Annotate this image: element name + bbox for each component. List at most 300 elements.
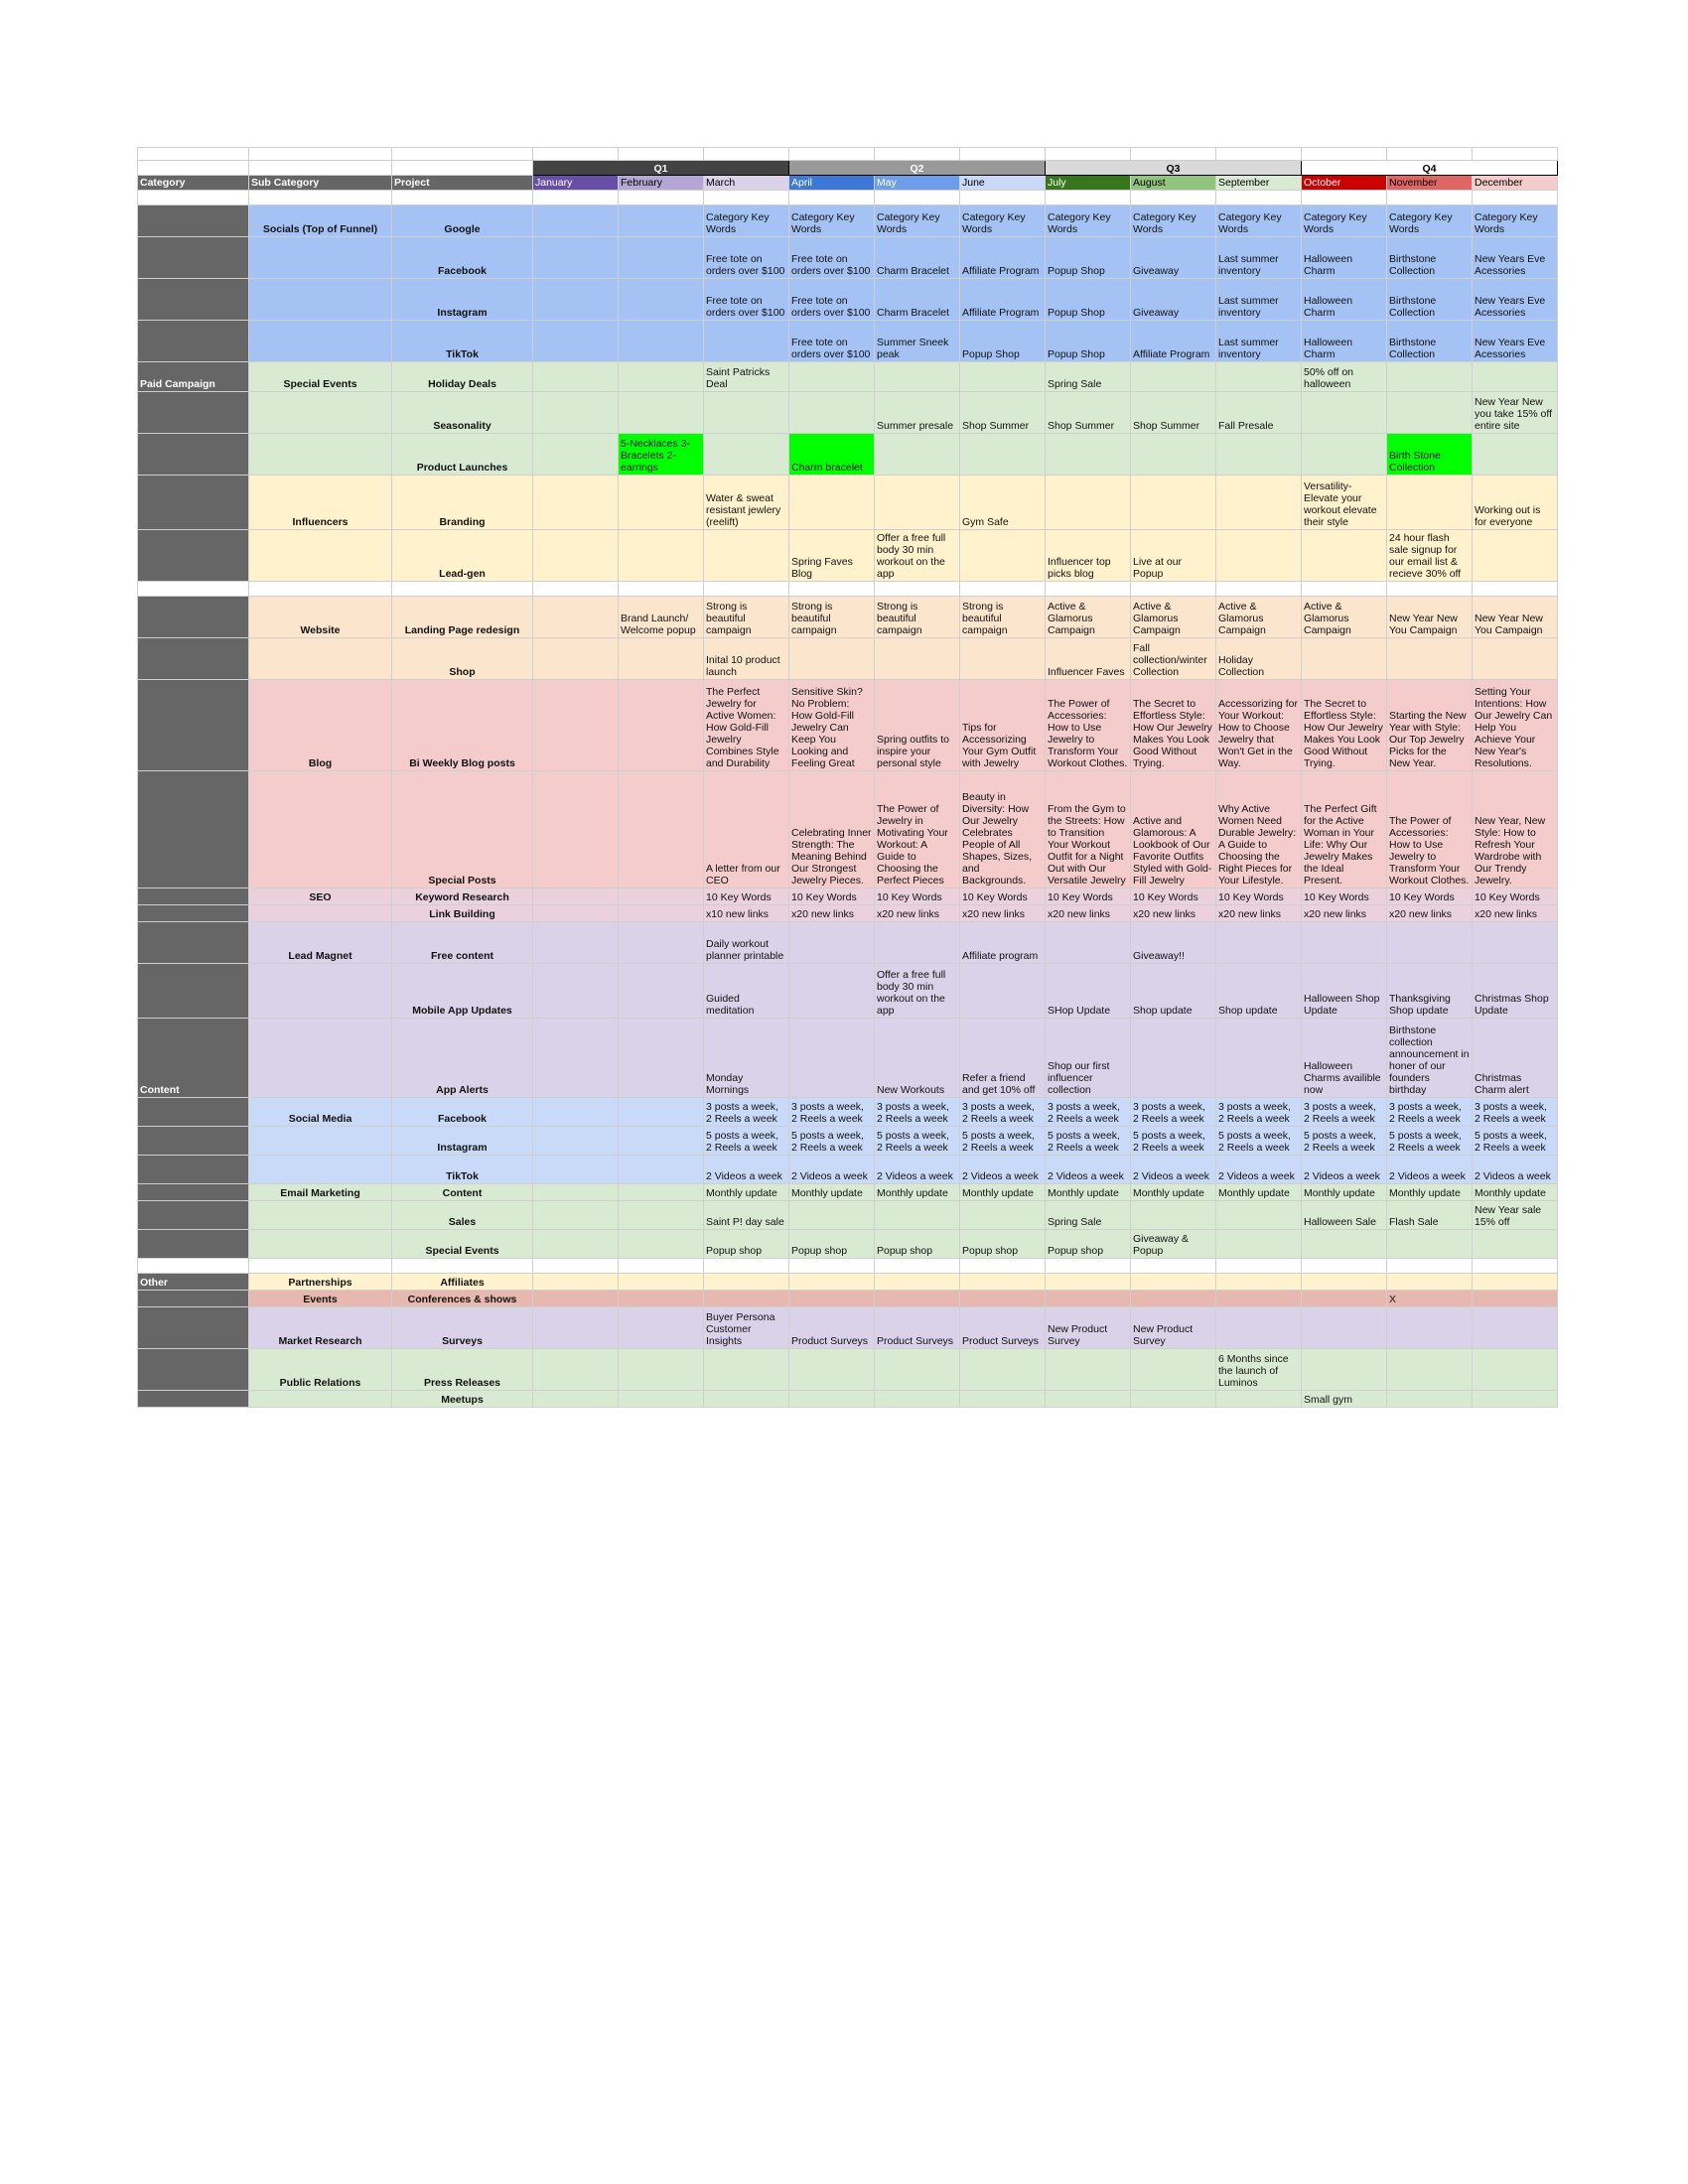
month-cell-december[interactable] [1473,1307,1558,1349]
cell[interactable] [392,191,533,205]
month-cell-august[interactable]: 3 posts a week, 2 Reels a week [1131,1098,1216,1127]
month-cell-february[interactable] [619,530,704,582]
month-cell-august[interactable]: Giveaway [1131,279,1216,321]
cell[interactable] [392,1259,533,1274]
month-cell-february[interactable] [619,392,704,434]
month-cell-december[interactable] [1473,1391,1558,1408]
project-cell[interactable]: Holiday Deals [392,362,533,392]
project-cell[interactable]: Product Launches [392,434,533,476]
month-cell-july[interactable]: Category Key Words [1046,205,1131,237]
cell[interactable] [619,582,704,597]
cell[interactable] [1302,191,1387,205]
month-cell-november[interactable]: The Power of Accessories: How to Use Jewelry to Transform Your Workout Clothes. [1387,771,1473,888]
cell[interactable] [249,148,392,161]
project-cell[interactable]: Special Events [392,1230,533,1259]
month-cell-march[interactable] [704,1274,789,1291]
month-cell-november[interactable]: Category Key Words [1387,205,1473,237]
project-cell[interactable]: Meetups [392,1391,533,1408]
month-cell-october[interactable]: Halloween Charm [1302,321,1387,362]
month-cell-april[interactable] [789,1391,875,1408]
cell[interactable] [1473,148,1558,161]
month-cell-march[interactable] [704,1349,789,1391]
category-cell[interactable] [138,476,249,530]
month-cell-november[interactable]: Thanksgiving Shop update [1387,964,1473,1019]
month-cell-july[interactable]: Popup shop [1046,1230,1131,1259]
month-cell-march[interactable]: Free tote on orders over $100 [704,279,789,321]
month-cell-december[interactable] [1473,1230,1558,1259]
month-cell-march[interactable]: Free tote on orders over $100 [704,237,789,279]
cell[interactable] [1302,1259,1387,1274]
project-cell[interactable]: TikTok [392,321,533,362]
month-cell-october[interactable]: 2 Videos a week [1302,1156,1387,1184]
cell[interactable] [138,148,249,161]
month-cell-october[interactable] [1302,1349,1387,1391]
category-cell[interactable] [138,1291,249,1307]
month-cell-august[interactable]: Fall collection/winter Collection [1131,638,1216,680]
month-cell-april[interactable] [789,362,875,392]
month-cell-april[interactable] [789,1274,875,1291]
project-cell[interactable]: Link Building [392,905,533,922]
cell[interactable] [533,582,619,597]
cell[interactable] [619,148,704,161]
month-cell-september[interactable] [1216,362,1302,392]
cell[interactable] [392,148,533,161]
month-cell-february[interactable] [619,888,704,905]
month-cell-march[interactable]: Inital 10 product launch [704,638,789,680]
month-cell-september[interactable]: Shop update [1216,964,1302,1019]
month-cell-april[interactable]: Free tote on orders over $100 [789,237,875,279]
month-cell-january[interactable] [533,237,619,279]
month-cell-june[interactable] [960,1291,1046,1307]
cell[interactable] [1387,148,1473,161]
month-cell-july[interactable]: Shop our first influencer collection [1046,1019,1131,1098]
month-cell-september[interactable]: Last summer inventory [1216,237,1302,279]
cell[interactable] [1046,191,1131,205]
month-cell-july[interactable]: From the Gym to the Streets: How to Transition Your Workout Outfit for a Night Out with Our Versatile Jewelry [1046,771,1131,888]
month-cell-september[interactable]: Last summer inventory [1216,279,1302,321]
month-cell-may[interactable]: Strong is beautiful campaign [875,597,960,638]
month-cell-december[interactable] [1473,530,1558,582]
header-project[interactable]: Project [392,176,533,191]
month-header-may[interactable]: May [875,176,960,191]
month-cell-april[interactable]: Free tote on orders over $100 [789,279,875,321]
month-cell-october[interactable] [1302,1274,1387,1291]
month-cell-november[interactable]: Birthstone Collection [1387,279,1473,321]
month-cell-october[interactable]: 3 posts a week, 2 Reels a week [1302,1098,1387,1127]
month-cell-january[interactable] [533,1391,619,1408]
cell[interactable] [1131,582,1216,597]
month-cell-may[interactable]: Category Key Words [875,205,960,237]
month-cell-december[interactable]: 10 Key Words [1473,888,1558,905]
month-cell-november[interactable]: Birthstone Collection [1387,237,1473,279]
sub-category-cell[interactable] [249,1201,392,1230]
month-cell-february[interactable] [619,1230,704,1259]
project-cell[interactable]: Surveys [392,1307,533,1349]
month-cell-december[interactable]: New Years Eve Acessories [1473,237,1558,279]
month-cell-march[interactable] [704,1391,789,1408]
month-cell-february[interactable] [619,321,704,362]
month-cell-april[interactable] [789,964,875,1019]
month-cell-may[interactable]: Charm Bracelet [875,279,960,321]
month-cell-december[interactable] [1473,922,1558,964]
month-header-march[interactable]: March [704,176,789,191]
month-cell-november[interactable] [1387,1230,1473,1259]
month-cell-september[interactable]: Fall Presale [1216,392,1302,434]
month-cell-october[interactable]: Monthly update [1302,1184,1387,1201]
month-cell-february[interactable] [619,1019,704,1098]
month-cell-february[interactable] [619,905,704,922]
cell[interactable] [1216,148,1302,161]
cell[interactable] [619,1259,704,1274]
month-cell-june[interactable] [960,434,1046,476]
month-cell-october[interactable]: Versatility- Elevate your workout elevate their style [1302,476,1387,530]
category-cell[interactable] [138,1391,249,1408]
month-cell-april[interactable]: 2 Videos a week [789,1156,875,1184]
month-header-november[interactable]: November [1387,176,1473,191]
month-cell-april[interactable]: Sensitive Skin? No Problem: How Gold-Fill Jewelry Can Keep You Looking and Feeling Great [789,680,875,771]
month-cell-february[interactable] [619,1391,704,1408]
month-cell-march[interactable]: Water & sweat resistant jewlery (reelift) [704,476,789,530]
month-cell-february[interactable] [619,1127,704,1156]
month-cell-august[interactable]: 2 Videos a week [1131,1156,1216,1184]
month-cell-september[interactable]: Accessorizing for Your Workout: How to Choose Jewelry that Won't Get in the Way. [1216,680,1302,771]
month-cell-september[interactable] [1216,1201,1302,1230]
month-cell-february[interactable] [619,237,704,279]
month-cell-march[interactable]: Daily workout planner printable [704,922,789,964]
month-cell-december[interactable]: New Years Eve Acessories [1473,321,1558,362]
month-cell-october[interactable]: Halloween Shop Update [1302,964,1387,1019]
category-cell[interactable] [138,434,249,476]
month-cell-february[interactable] [619,279,704,321]
month-cell-may[interactable] [875,476,960,530]
month-cell-september[interactable]: 2 Videos a week [1216,1156,1302,1184]
month-cell-july[interactable] [1046,1349,1131,1391]
header-category[interactable]: Category [138,176,249,191]
month-cell-may[interactable]: New Workouts [875,1019,960,1098]
month-cell-june[interactable] [960,1274,1046,1291]
month-cell-november[interactable] [1387,362,1473,392]
sub-category-cell[interactable] [249,771,392,888]
month-cell-march[interactable] [704,434,789,476]
month-cell-november[interactable]: Birthstone collection announcement in honer of our founders birthday [1387,1019,1473,1098]
month-cell-september[interactable]: Last summer inventory [1216,321,1302,362]
month-cell-june[interactable]: Monthly update [960,1184,1046,1201]
month-cell-september[interactable]: 10 Key Words [1216,888,1302,905]
month-cell-january[interactable] [533,964,619,1019]
month-cell-july[interactable]: Monthly update [1046,1184,1131,1201]
month-cell-april[interactable] [789,638,875,680]
cell[interactable] [138,582,249,597]
month-cell-november[interactable]: X [1387,1291,1473,1307]
month-cell-december[interactable]: New Year, New Style: How to Refresh Your Wardrobe with Our Trendy Jewelry. [1473,771,1558,888]
month-cell-march[interactable]: Popup shop [704,1230,789,1259]
month-cell-april[interactable]: Free tote on orders over $100 [789,321,875,362]
sub-category-cell[interactable] [249,1230,392,1259]
month-cell-june[interactable] [960,362,1046,392]
month-cell-march[interactable]: 2 Videos a week [704,1156,789,1184]
category-cell[interactable] [138,638,249,680]
month-cell-march[interactable]: Monday Mornings [704,1019,789,1098]
cell[interactable] [875,1259,960,1274]
cell[interactable] [392,161,533,176]
month-cell-march[interactable]: Saint P! day sale [704,1201,789,1230]
sub-category-cell[interactable]: Public Relations [249,1349,392,1391]
month-cell-december[interactable]: Working out is for everyone [1473,476,1558,530]
month-cell-march[interactable]: A letter from our CEO [704,771,789,888]
cell[interactable] [1216,191,1302,205]
month-cell-january[interactable] [533,321,619,362]
month-cell-june[interactable]: Gym Safe [960,476,1046,530]
project-cell[interactable]: Instagram [392,1127,533,1156]
project-cell[interactable]: Keyword Research [392,888,533,905]
month-cell-may[interactable] [875,1291,960,1307]
month-cell-july[interactable]: Influencer top picks blog [1046,530,1131,582]
cell[interactable] [704,148,789,161]
month-cell-august[interactable]: Active and Glamorous: A Lookbook of Our Favorite Outfits Styled with Gold-Fill Jewelry [1131,771,1216,888]
category-cell[interactable] [138,905,249,922]
month-cell-september[interactable] [1216,1274,1302,1291]
cell[interactable] [875,582,960,597]
project-cell[interactable]: Facebook [392,237,533,279]
month-cell-november[interactable] [1387,922,1473,964]
month-cell-july[interactable]: Popup Shop [1046,237,1131,279]
month-cell-april[interactable]: Product Surveys [789,1307,875,1349]
sub-category-cell[interactable] [249,237,392,279]
month-cell-june[interactable] [960,1201,1046,1230]
month-cell-may[interactable] [875,362,960,392]
month-cell-august[interactable]: Category Key Words [1131,205,1216,237]
month-cell-april[interactable]: Popup shop [789,1230,875,1259]
month-cell-january[interactable] [533,638,619,680]
quarter-header-q4[interactable]: Q4 [1302,161,1558,176]
project-cell[interactable]: Conferences & shows [392,1291,533,1307]
month-cell-july[interactable] [1046,1291,1131,1307]
month-cell-january[interactable] [533,362,619,392]
quarter-header-q2[interactable]: Q2 [789,161,1046,176]
month-cell-may[interactable]: Product Surveys [875,1307,960,1349]
month-cell-may[interactable]: Spring outfits to inspire your personal style [875,680,960,771]
project-cell[interactable]: Content [392,1184,533,1201]
category-cell[interactable] [138,922,249,964]
category-cell[interactable] [138,680,249,771]
month-cell-february[interactable] [619,205,704,237]
project-cell[interactable]: Landing Page redesign [392,597,533,638]
month-cell-february[interactable] [619,1274,704,1291]
category-cell[interactable]: Paid Campaign [138,362,249,392]
month-cell-january[interactable] [533,1230,619,1259]
month-cell-august[interactable]: x20 new links [1131,905,1216,922]
month-header-july[interactable]: July [1046,176,1131,191]
month-cell-july[interactable]: 2 Videos a week [1046,1156,1131,1184]
month-cell-november[interactable]: Starting the New Year with Style: Our Top Jewelry Picks for the New Year. [1387,680,1473,771]
month-cell-may[interactable]: Summer presale [875,392,960,434]
month-cell-may[interactable]: Offer a free full body 30 min workout on the app [875,530,960,582]
sub-category-cell[interactable]: Special Events [249,362,392,392]
month-cell-december[interactable]: 3 posts a week, 2 Reels a week [1473,1098,1558,1127]
month-cell-december[interactable] [1473,1274,1558,1291]
month-cell-august[interactable]: Shop update [1131,964,1216,1019]
month-cell-march[interactable]: Strong is beautiful campaign [704,597,789,638]
month-cell-january[interactable] [533,1019,619,1098]
month-cell-august[interactable]: The Secret to Effortless Style: How Our Jewelry Makes You Look Good Without Trying. [1131,680,1216,771]
cell[interactable] [789,582,875,597]
sub-category-cell[interactable]: Website [249,597,392,638]
month-header-january[interactable]: January [533,176,619,191]
month-cell-december[interactable] [1473,362,1558,392]
month-cell-august[interactable] [1131,362,1216,392]
month-cell-november[interactable]: 5 posts a week, 2 Reels a week [1387,1127,1473,1156]
month-cell-june[interactable] [960,1391,1046,1408]
month-cell-may[interactable]: 3 posts a week, 2 Reels a week [875,1098,960,1127]
month-cell-november[interactable] [1387,392,1473,434]
month-cell-november[interactable]: Monthly update [1387,1184,1473,1201]
month-cell-august[interactable]: Live at our Popup [1131,530,1216,582]
month-cell-december[interactable]: New Year New you take 15% off entire site [1473,392,1558,434]
month-cell-february[interactable] [619,680,704,771]
month-cell-july[interactable]: 10 Key Words [1046,888,1131,905]
sub-category-cell[interactable] [249,392,392,434]
cell[interactable] [533,191,619,205]
month-cell-july[interactable]: The Power of Accessories: How to Use Jewelry to Transform Your Workout Clothes. [1046,680,1131,771]
month-cell-june[interactable]: Refer a friend and get 10% off [960,1019,1046,1098]
month-cell-february[interactable] [619,1098,704,1127]
month-cell-january[interactable] [533,1307,619,1349]
month-cell-september[interactable]: Why Active Women Need Durable Jewelry: A Guide to Choosing the Right Pieces for Your Lifestyle. [1216,771,1302,888]
category-cell[interactable] [138,279,249,321]
cell[interactable] [789,191,875,205]
month-cell-october[interactable] [1302,922,1387,964]
month-cell-june[interactable]: 5 posts a week, 2 Reels a week [960,1127,1046,1156]
month-cell-july[interactable] [1046,476,1131,530]
month-cell-october[interactable]: Active & Glamorus Campaign [1302,597,1387,638]
sub-category-cell[interactable] [249,905,392,922]
month-cell-august[interactable]: Giveaway!! [1131,922,1216,964]
month-cell-june[interactable]: x20 new links [960,905,1046,922]
month-cell-july[interactable]: Shop Summer [1046,392,1131,434]
sub-category-cell[interactable]: Market Research [249,1307,392,1349]
month-cell-august[interactable] [1131,476,1216,530]
month-cell-june[interactable]: Affiliate Program [960,279,1046,321]
month-cell-january[interactable] [533,680,619,771]
month-cell-january[interactable] [533,205,619,237]
month-cell-may[interactable] [875,1274,960,1291]
month-cell-september[interactable]: 6 Months since the launch of Luminos [1216,1349,1302,1391]
category-cell[interactable] [138,888,249,905]
month-cell-july[interactable]: Active & Glamorus Campaign [1046,597,1131,638]
project-cell[interactable]: Sales [392,1201,533,1230]
month-cell-march[interactable]: Category Key Words [704,205,789,237]
cell[interactable] [875,148,960,161]
month-cell-october[interactable]: Small gym [1302,1391,1387,1408]
month-cell-october[interactable] [1302,530,1387,582]
month-cell-july[interactable] [1046,434,1131,476]
month-cell-march[interactable] [704,530,789,582]
category-cell[interactable] [138,771,249,888]
month-cell-august[interactable]: Giveaway [1131,237,1216,279]
sub-category-cell[interactable] [249,1156,392,1184]
month-cell-december[interactable]: New Year sale 15% off [1473,1201,1558,1230]
month-cell-november[interactable]: 24 hour flash sale signup for our email list & recieve 30% off [1387,530,1473,582]
month-cell-september[interactable]: x20 new links [1216,905,1302,922]
month-cell-july[interactable]: Popup Shop [1046,279,1131,321]
month-cell-october[interactable]: 10 Key Words [1302,888,1387,905]
month-cell-march[interactable] [704,1291,789,1307]
project-cell[interactable]: Free content [392,922,533,964]
month-cell-july[interactable] [1046,922,1131,964]
sub-category-cell[interactable] [249,1019,392,1098]
month-cell-june[interactable]: Beauty in Diversity: How Our Jewelry Celebrates People of All Shapes, Sizes, and Backgrounds. [960,771,1046,888]
month-cell-august[interactable]: 10 Key Words [1131,888,1216,905]
project-cell[interactable]: TikTok [392,1156,533,1184]
month-cell-october[interactable]: 5 posts a week, 2 Reels a week [1302,1127,1387,1156]
month-cell-february[interactable] [619,362,704,392]
month-cell-october[interactable] [1302,1291,1387,1307]
month-cell-october[interactable] [1302,392,1387,434]
month-header-october[interactable]: October [1302,176,1387,191]
category-cell[interactable] [138,1201,249,1230]
month-cell-may[interactable] [875,1391,960,1408]
cell[interactable] [1473,1259,1558,1274]
header-sub-category[interactable]: Sub Category [249,176,392,191]
month-cell-january[interactable] [533,597,619,638]
month-cell-january[interactable] [533,905,619,922]
month-cell-january[interactable] [533,392,619,434]
month-cell-november[interactable] [1387,1391,1473,1408]
cell[interactable] [1387,1259,1473,1274]
month-cell-february[interactable] [619,1184,704,1201]
sub-category-cell[interactable]: Socials (Top of Funnel) [249,205,392,237]
month-cell-november[interactable] [1387,1349,1473,1391]
month-cell-january[interactable] [533,1156,619,1184]
month-cell-september[interactable] [1216,1391,1302,1408]
project-cell[interactable]: Google [392,205,533,237]
month-cell-may[interactable]: Popup shop [875,1230,960,1259]
month-cell-february[interactable] [619,771,704,888]
month-cell-april[interactable]: Charm bracelet [789,434,875,476]
month-cell-may[interactable] [875,1349,960,1391]
month-cell-september[interactable] [1216,1019,1302,1098]
month-cell-september[interactable] [1216,1307,1302,1349]
month-cell-january[interactable] [533,1201,619,1230]
cell[interactable] [1216,582,1302,597]
month-cell-august[interactable] [1131,434,1216,476]
cell[interactable] [533,1259,619,1274]
category-cell[interactable] [138,597,249,638]
month-cell-november[interactable] [1387,1307,1473,1349]
cell[interactable] [1302,582,1387,597]
month-cell-july[interactable] [1046,1274,1131,1291]
month-cell-december[interactable]: x20 new links [1473,905,1558,922]
month-cell-february[interactable]: Brand Launch/ Welcome popup [619,597,704,638]
month-cell-august[interactable]: Giveaway & Popup [1131,1230,1216,1259]
cell[interactable] [789,148,875,161]
month-cell-march[interactable]: 10 Key Words [704,888,789,905]
sub-category-cell[interactable] [249,1391,392,1408]
month-cell-june[interactable]: 10 Key Words [960,888,1046,905]
month-cell-september[interactable] [1216,530,1302,582]
month-cell-march[interactable]: The Perfect Jewelry for Active Women: How Gold-Fill Jewelry Combines Style and Durability [704,680,789,771]
month-cell-march[interactable] [704,392,789,434]
month-cell-march[interactable]: 5 posts a week, 2 Reels a week [704,1127,789,1156]
month-cell-march[interactable] [704,321,789,362]
month-cell-october[interactable]: Halloween Charm [1302,279,1387,321]
sub-category-cell[interactable] [249,638,392,680]
month-cell-october[interactable]: The Secret to Effortless Style: How Our Jewelry Makes You Look Good Without Trying. [1302,680,1387,771]
month-cell-march[interactable]: x10 new links [704,905,789,922]
cell[interactable] [1046,1259,1131,1274]
month-cell-april[interactable] [789,922,875,964]
month-cell-december[interactable]: Christmas Charm alert [1473,1019,1558,1098]
